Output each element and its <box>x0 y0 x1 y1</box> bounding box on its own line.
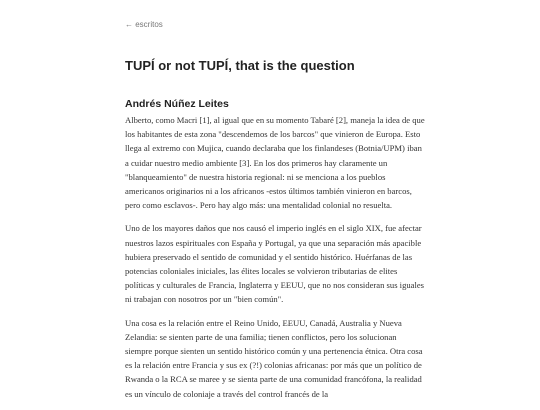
article-paragraph: Alberto, como Macri [1], al igual que en su momento Tabaré [2], maneja la idea de que los habitantes de esta zona "descendemos de los barcos" que vinieron de Europa. Esto llega al extremo con Mujica, cuando declaraba que los finlandeses (Botnia/UPM) iban a cuidar nuestro medio ambiente [3]. En los dos primeros hay claramente un "blanqueamiento" de nuestra historia regional: ni se menciona a los pueblos americanos originarios ni a los africanos -estos últimos también vinieron en barcos, pero como esclavos-. Pero hay algo más: una mentalidad colonial no resuelta. <box>125 115 425 211</box>
article-body <box>125 113 425 410</box>
page-title: TUPÍ or not TUPÍ, that is the question <box>125 58 355 73</box>
article-paragraph: Uno de los mayores daños que nos causó el imperio inglés en el siglo XIX, fue afectar nuestros lazos espirituales con España y Portugal, ya que una separación más apacible hubiera preservado el sentido de comunidad y el sentido histórico. Huérfanas de las potencias coloniales iniciales, las élites locales se volvieron tributarias de elites políticas y culturales de Francia, Inglaterra y EEUU, que no nos consideran sus iguales ni trabajan con nosotros por un "bien común". <box>125 223 425 305</box>
back-link[interactable]: ← escritos <box>125 20 163 29</box>
article-paragraph: Una cosa es la relación entre el Reino Unido, EEUU, Canadá, Australia y Nueva Zelandia: se sienten parte de una familia; tienen conflictos, pero los solucionan siempre porque sienten un sentido histórico común y una pertenencia étnica. Otra cosa es la relación entre Francia y sus ex (?!) colonias africanas: por más que un político de Rwanda o la RCA se maree y se sienta parte de una comunidad francófona, la realidad es un vínculo de coloniaje a través del control francés de la <box>125 317 423 399</box>
author-name: Andrés Núñez Leites <box>125 98 229 110</box>
